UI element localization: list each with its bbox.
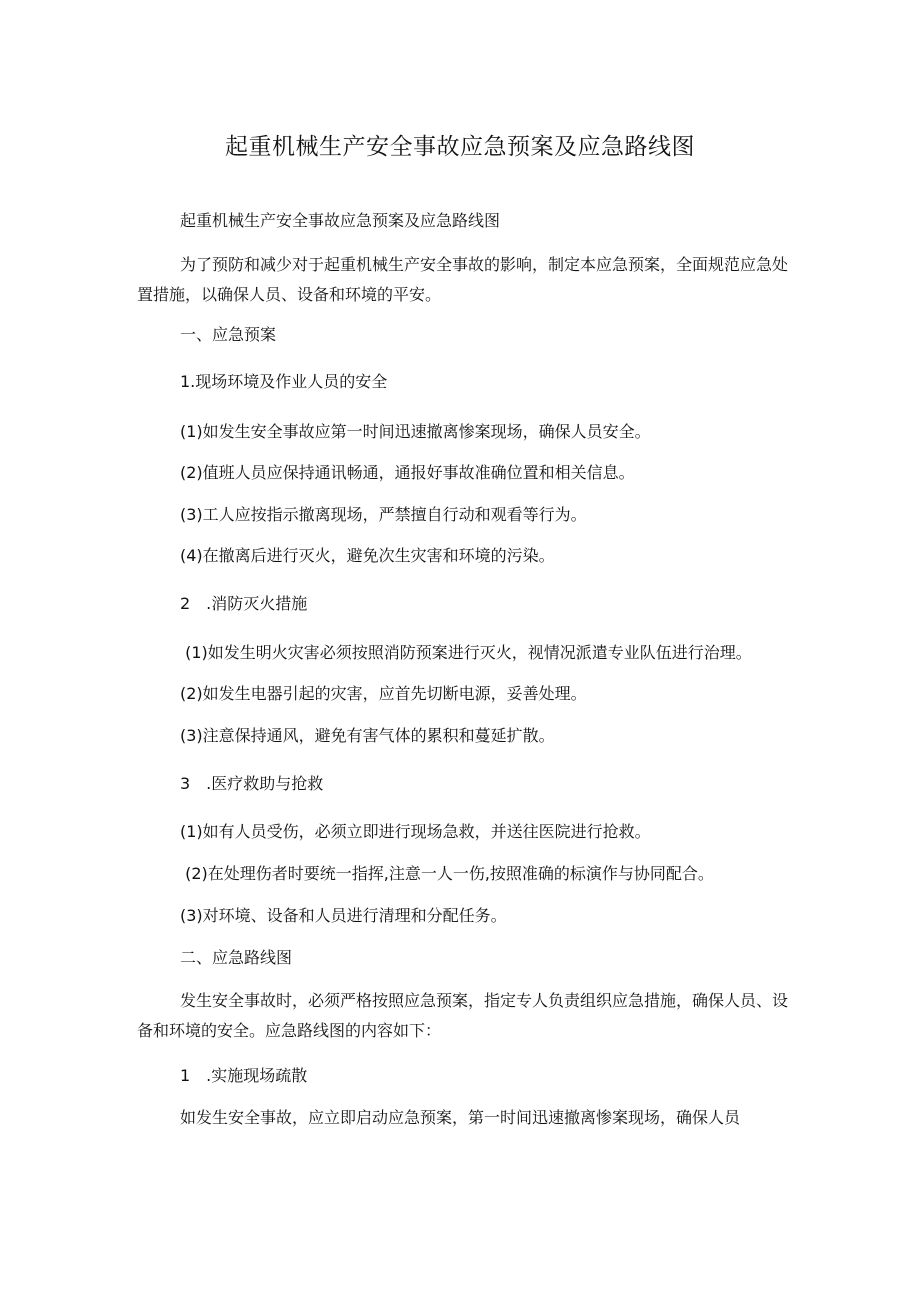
- list-item: (2)如发生电器引起的灾害，应首先切断电源，妥善处理。: [180, 684, 587, 703]
- document-subtitle: 起重机械生产安全事故应急预案及应急路线图: [180, 211, 501, 230]
- section1-heading: 一、应急预案: [180, 325, 277, 344]
- list-item: (3)注意保持通风，避免有害气体的累积和蔓延扩散。: [180, 726, 555, 745]
- section2-intro-paragraph: 发生安全事故时，必须严格按照应急预案，指定专人负责组织应急措施，确保人员、设备和环境的安全。应急路线图的内容如下：: [137, 991, 789, 1040]
- section2-heading: 二、应急路线图: [180, 948, 293, 967]
- s2-item1-heading: 1 .实施现场疏散: [180, 1066, 308, 1085]
- list-item: (4)在撤离后进行灭火，避免次生灾害和环境的污染。: [180, 546, 555, 565]
- s1-item3-heading: 3 .医疗救助与抢救: [180, 774, 324, 793]
- list-item: (3)工人应按指示撤离现场，严禁擅自行动和观看等行为。: [180, 505, 587, 524]
- list-item: (1)如发生明火灾害必须按照消防预案进行灭火，视情况派遣专业队伍进行治理。: [180, 643, 752, 662]
- list-item: (1)如发生安全事故应第一时间迅速撤离惨案现场，确保人员安全。: [180, 422, 651, 441]
- list-item: (2)值班人员应保持通讯畅通，通报好事故准确位置和相关信息。: [180, 463, 635, 482]
- list-item: (1)如有人员受伤，必须立即进行现场急救，并送往医院进行抢救。: [180, 822, 651, 841]
- s1-item1-heading: 1.现场环境及作业人员的安全: [180, 372, 388, 391]
- list-item: (3)对环境、设备和人员进行清理和分配任务。: [180, 906, 507, 925]
- document-title: 起重机械生产安全事故应急预案及应急路线图: [225, 134, 695, 160]
- list-item: (2)在处理伤者时要统一指挥,注意一人一伤,按照准确的标演作与协同配合。: [180, 864, 714, 883]
- s1-item2-heading: 2 .消防灭火措施: [180, 594, 308, 613]
- s2-item1-text: 如发生安全事故，应立即启动应急预案，第一时间迅速撤离惨案现场，确保人员: [180, 1108, 741, 1127]
- intro-paragraph: 为了预防和减少对于起重机械生产安全事故的影响，制定本应急预案，全面规范应急处置措施，以确保人员、设备和环境的平安。: [137, 255, 789, 304]
